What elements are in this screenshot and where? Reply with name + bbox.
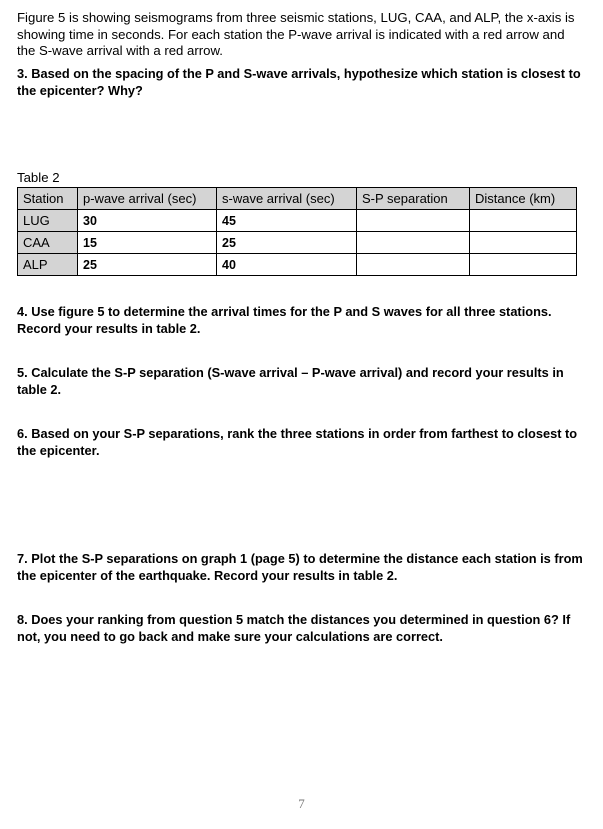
question-7: 7. Plot the S-P separations on graph 1 (page 5) to determine the distance each station is from the epicenter of the earthquake. Record your results in table 2. bbox=[17, 551, 583, 583]
header-s-wave: s-wave arrival (sec) bbox=[217, 188, 357, 210]
p-wave-cell[interactable]: 15 bbox=[78, 232, 217, 254]
s-wave-cell[interactable]: 45 bbox=[217, 210, 357, 232]
table-row bbox=[18, 254, 577, 276]
results-table bbox=[17, 187, 577, 276]
station-cell: LUG bbox=[18, 210, 78, 232]
distance-cell[interactable] bbox=[470, 232, 577, 254]
intro-paragraph: Figure 5 is showing seismograms from three seismic stations, LUG, CAA, and ALP, the x-axis is showing time in seconds. For each station the P-wave arrival is indicated with a red arrow and the S-wave arrival with a red arrow. bbox=[17, 10, 575, 58]
station-cell: ALP bbox=[18, 254, 78, 276]
question-8: 8. Does your ranking from question 5 match the distances you determined in question 6? If not, you need to go back and make sure your calculations are correct. bbox=[17, 612, 571, 644]
station-cell: CAA bbox=[18, 232, 78, 254]
table-row bbox=[18, 210, 577, 232]
sp-separation-cell[interactable] bbox=[357, 254, 470, 276]
s-wave-cell[interactable]: 40 bbox=[217, 254, 357, 276]
header-p-wave: p-wave arrival (sec) bbox=[78, 188, 217, 210]
header-station: Station bbox=[18, 188, 78, 210]
page-number: 7 bbox=[298, 796, 305, 811]
table-row bbox=[18, 232, 577, 254]
sp-separation-cell[interactable] bbox=[357, 232, 470, 254]
header-distance: Distance (km) bbox=[470, 188, 577, 210]
header-sp-separation: S-P separation bbox=[357, 188, 470, 210]
p-wave-cell[interactable]: 30 bbox=[78, 210, 217, 232]
question-4: 4. Use figure 5 to determine the arrival times for the P and S waves for all three stations. Record your results in table 2. bbox=[17, 304, 552, 336]
p-wave-cell[interactable]: 25 bbox=[78, 254, 217, 276]
question-3: 3. Based on the spacing of the P and S-wave arrivals, hypothesize which station is closest to the epicenter? Why? bbox=[17, 66, 581, 98]
distance-cell[interactable] bbox=[470, 254, 577, 276]
table-header-row bbox=[18, 188, 577, 210]
question-6: 6. Based on your S-P separations, rank the three stations in order from farthest to closest to the epicenter. bbox=[17, 426, 578, 458]
distance-cell[interactable] bbox=[470, 210, 577, 232]
table-caption: Table 2 bbox=[17, 170, 60, 185]
s-wave-cell[interactable]: 25 bbox=[217, 232, 357, 254]
question-5: 5. Calculate the S-P separation (S-wave arrival – P-wave arrival) and record your results in table 2. bbox=[17, 365, 564, 397]
sp-separation-cell[interactable] bbox=[357, 210, 470, 232]
